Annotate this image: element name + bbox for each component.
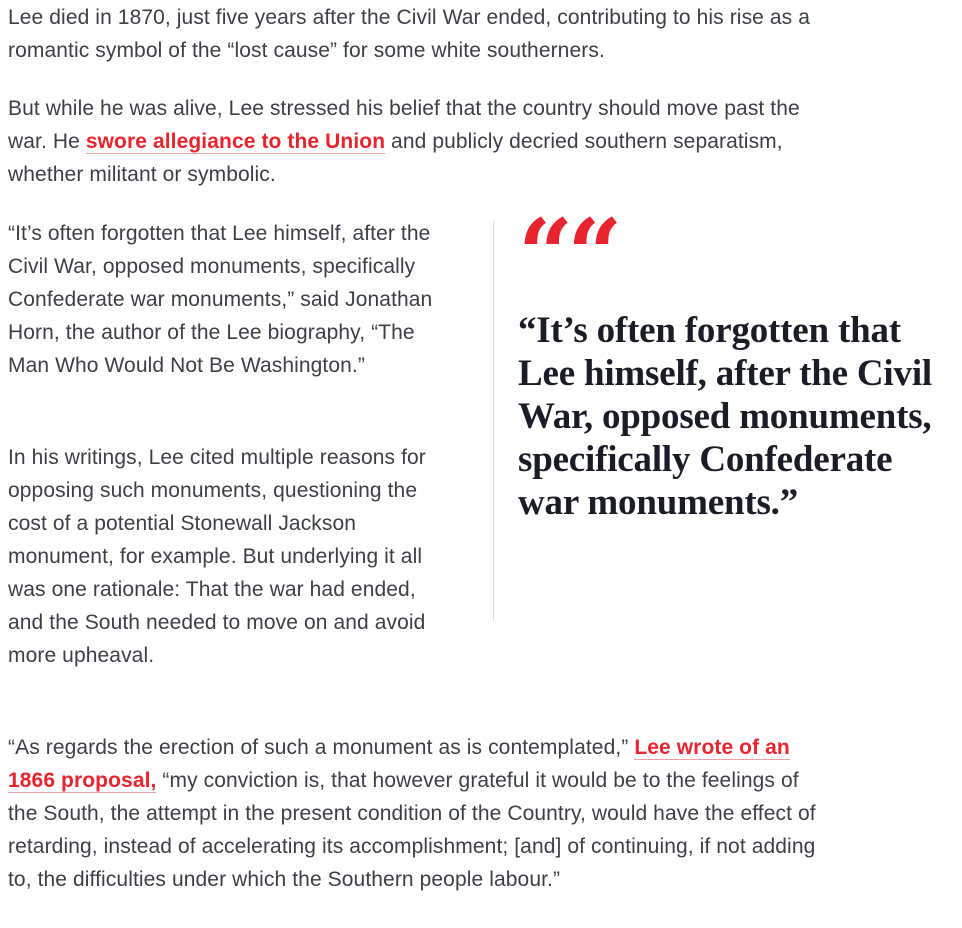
quote-mark-icon: ““ <box>518 198 617 311</box>
pullquote <box>518 198 958 524</box>
paragraph-text-after-link: “my conviction is, that however grateful it would be to the feelings of the South, the attempt in the present condition of the Country, would have the effect of retarding, instead of accelerating its accomplishment; [and] of continuing, if not adding to, the difficulties under which the Southern people labour.” <box>8 769 816 891</box>
paragraph-text-before-link: “As regards the erection of such a monument as is contemplated,” <box>8 736 635 759</box>
paragraph-text: Lee died in 1870, just five years after the Civil War ended, contributing to his rise as a romantic symbol of the “lost cause” for some white southerners. <box>8 6 810 62</box>
paragraph-lee-1866 <box>8 731 828 896</box>
paragraph-text: “It’s often forgotten that Lee himself, after the Civil War, opposed monuments, specifically Confederate war monuments,” said Jonathan Horn, the author of the Lee biography, “The Man Who Would Not Be Washington.” <box>8 222 433 377</box>
pullquote-divider <box>493 221 494 621</box>
swore-allegiance-link[interactable]: swore allegiance to the Union <box>85 130 386 153</box>
paragraph-lee-alive <box>8 92 828 191</box>
paragraph-horn-quote <box>8 217 453 382</box>
paragraph-lee-death <box>8 1 828 67</box>
paragraph-text-after-link: and publicly decried southern separatism, whether militant or symbolic. <box>8 130 783 186</box>
paragraph-lee-writings <box>8 441 453 672</box>
paragraph-text-before-link: But while he was alive, Lee stressed his belief that the country should move past the war. He <box>8 97 800 153</box>
paragraph-text: In his writings, Lee cited multiple reasons for opposing such monuments, questioning the cost of a potential Stonewall Jackson monument, for example. But underlying it all was one rationale: That the war had ended, and the South needed to move on and avoid more upheaval. <box>8 446 426 667</box>
lee-wrote-link[interactable]: Lee wrote of an 1866 proposal, <box>8 736 790 792</box>
quote-row <box>8 198 958 707</box>
pullquote-text: “It’s often forgotten that Lee himself, after the Civil War, opposed monuments, specifically Confederate war monuments.” <box>518 310 932 523</box>
